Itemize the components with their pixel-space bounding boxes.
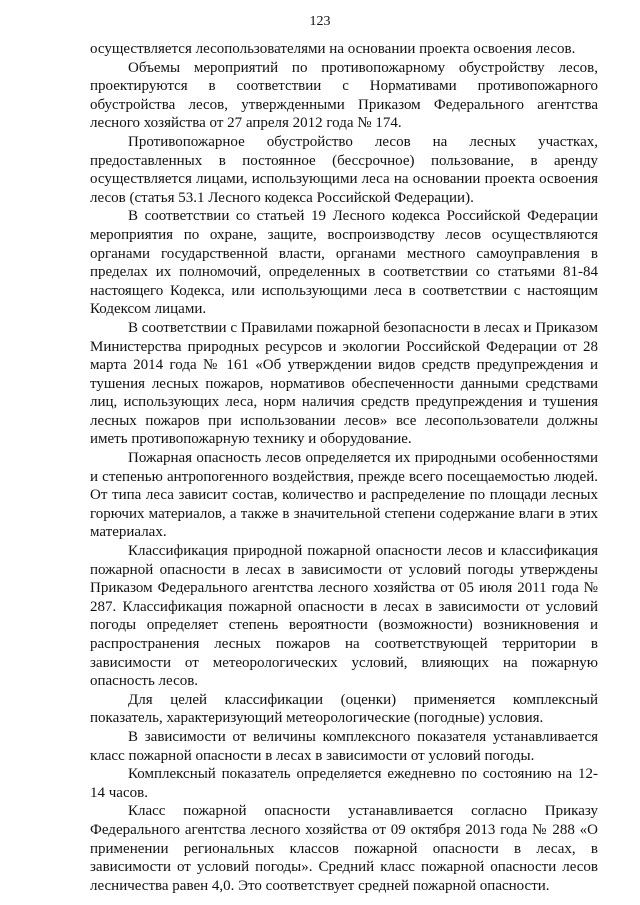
paragraph-fire-danger: Пожарная опасность лесов определяется их природными особенностями и степенью антропогенного воздействия, прежде всего посещаемостью людей. От типа леса зависит состав, количество и распределение по площади лесных горючих материалов, а также в значительной степени содержание влаги в этих материалах.	[90, 450, 598, 541]
paragraph-classification: Классификация природной пожарной опасности лесов и классификация пожарной опасности в лесах в зависимости от условий погоды утверждены Приказом Федерального агентства лесного хозяйства от 05 июля 2011 года № 287. Классификация пожарной опасности в лесах в зависимости от условий погоды определяет степень вероятности (возможности) возникновения и распространения лесных пожаров на соответствующей территории в зависимости от метеорологических условий, влияющих на пожарную опасность лесов.	[90, 543, 598, 690]
paragraph-fire-safety-rules: В соответствии с Правилами пожарной безопасности в лесах и Приказом Министерства природных ресурсов и экологии Российской Федерации от 28 марта 2014 года № 161 «Об утверждении видов средств предупреждения и тушения лесных пожаров, нормативов обеспеченности данными средствами лиц, использующих леса, норм наличия средств предупреждения и тушения лесных пожаров при использовании лесов» все лесопользователи должны иметь противопожарную технику и оборудование.	[90, 319, 598, 448]
paragraph-order-288: Класс пожарной опасности устанавливается согласно Приказу Федерального агентства лесного хозяйства от 09 октября 2013 года № 288 «О применении региональных классов пожарной опасности в лесах, в зависимости от условий погоды». Средний класс пожарной опасности лесов лесничества равен 4,0. Это соответствует средней пожарной опасности.	[90, 803, 598, 894]
paragraph-article-19: В соответствии со статьей 19 Лесного кодекса Российской Федерации мероприятия по охране, защите, воспроизводству лесов осуществляются органами государственной власти, органами местного самоуправления в пределах их полномочий, определенных в соответствии со статьями 81-84 настоящего Кодекса, или использующими леса в соответствии с настоящим Кодексом лицами.	[90, 208, 598, 318]
paragraph-daily-index: Комплексный показатель определяется ежедневно по состоянию на 12-14 часов.	[90, 766, 598, 801]
document-body	[90, 40, 598, 895]
paragraph-fire-arrangement-volumes: Объемы мероприятий по противопожарному обустройству лесов, проектируются в соответствии с Нормативами противопожарного обустройства лесов, утвержденными Приказом Федерального агентства лесного хозяйства от 27 апреля 2012 года № 174.	[90, 59, 598, 132]
page-number: 123	[309, 14, 331, 29]
paragraph-fire-class: В зависимости от величины комплексного показателя устанавливается класс пожарной опасности в лесах в зависимости от условий погоды.	[90, 728, 598, 764]
paragraph-fire-arrangement-plots: Противопожарное обустройство лесов на лесных участках, предоставленных в постоянное (бессрочное) пользование, в аренду осуществляется лицами, использующими леса на основании проекта освоения лесов (статья 53.1 Лесного кодекса Российской Федерации).	[90, 133, 598, 206]
paragraph-continuation: осуществляется лесопользователями на основании проекта освоения лесов.	[90, 41, 576, 57]
paragraph-complex-index: Для целей классификации (оценки) применяется комплексный показатель, характеризующий метеорологические (погодные) условия.	[90, 691, 598, 727]
